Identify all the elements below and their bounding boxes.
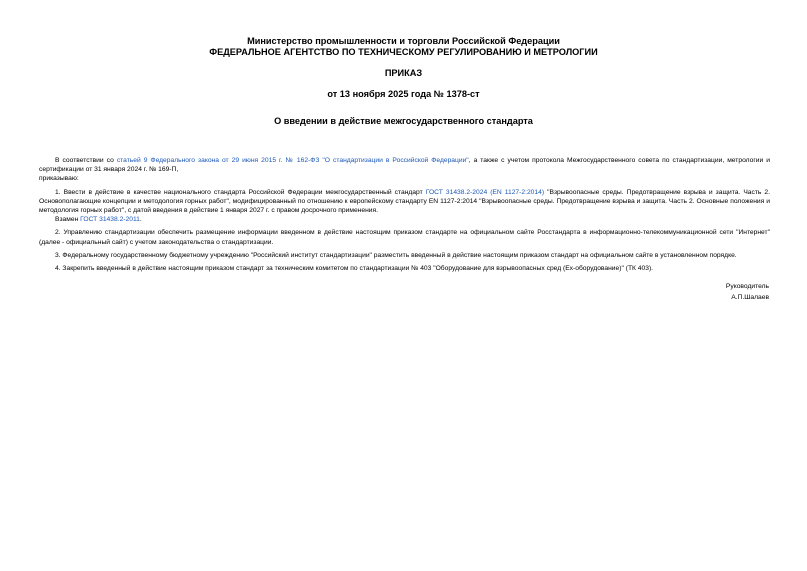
signatory-name: А.П.Шалаев: [731, 294, 769, 301]
item-3-paragraph: 3. Федеральному государственному бюджетному учреждению "Российский институт стандартизации" разместить введенный в действие настоящим приказом стандарт на официальном сайте в установленном порядке.: [55, 251, 737, 259]
signatory-position: Руководитель: [725, 283, 769, 290]
replacement-text-start: Взамен: [55, 216, 81, 224]
federal-law-link[interactable]: статьей 9 Федерального закона от 29 июня 2015 г. № 162-ФЗ "О стандартизации в Российской Федерации": [116, 157, 469, 164]
document-subject: О введении в действие межгосударственного стандарта: [274, 116, 533, 126]
document-date-number: от 13 ноября 2025 года № 1378-ст: [327, 89, 480, 99]
item-1-text-start: 1. Ввести в действие в качестве национального стандарта Российской Федерации межгосударственный стандарт: [55, 188, 426, 196]
item-1-paragraph: [39, 188, 770, 216]
preamble-text-end: , а также с учетом протокола Межгосударственного совета по стандартизации, метрологии и сертификации от 31 января 2024 г. № 169-П,: [39, 157, 771, 174]
order-word: приказываю:: [39, 175, 79, 183]
preamble-text-start: В соответствии со: [55, 157, 117, 164]
item-1-text-end: "Взрывоопасные среды. Предотвращение взрыва и защита. Часть 2. Основополагающие концепции и методология горных работ", модифицированный по отношению к европейскому стандарту EN 1127-2:2014 "Взрывоопасные среды. Предотвращение взрыва и защита. Часть 2. Основные положения и методология горных работ", с датой введения в действие 1 января 2027 г. с правом досрочного применения.: [39, 188, 771, 215]
item-2-paragraph: 2. Управлению стандартизации обеспечить размещение информации введенном в действие настоящим приказом стандарте на официальном сайте Росстандарта в информационно-телекоммуникационной сети "Интернет" (далее - официальный сайт) с учетом законодательства о стандартизации.: [39, 229, 770, 246]
agency-title: ФЕДЕРАЛЬНОЕ АГЕНТСТВО ПО ТЕХНИЧЕСКОМУ РЕГУЛИРОВАНИЮ И МЕТРОЛОГИИ: [209, 47, 598, 57]
item-4-paragraph: 4. Закрепить введенный в действие настоящим приказом стандарт за техническим комитетом по стандартизации № 403 "Оборудование для взрывоопасных сред (Ex-оборудование)" (ТК 403).: [55, 265, 654, 273]
signature-block: [726, 281, 769, 303]
replacement-paragraph: [39, 215, 770, 224]
gost-2011-link[interactable]: ГОСТ 31438.2-2011: [80, 216, 140, 224]
document-type: ПРИКАЗ: [384, 68, 423, 78]
ministry-title: Министерство промышленности и торговли Российской Федерации: [247, 36, 560, 46]
preamble-paragraph: [39, 156, 770, 174]
document-body: [39, 156, 770, 273]
replacement-text-end: .: [139, 216, 142, 224]
gost-2024-link[interactable]: ГОСТ 31438.2-2024 (EN 1127-2:2014): [425, 188, 545, 196]
